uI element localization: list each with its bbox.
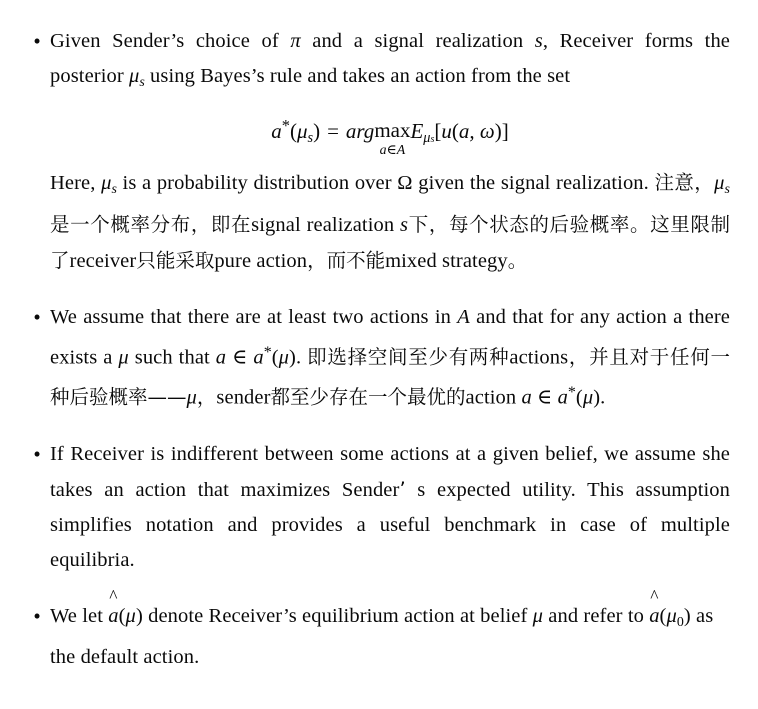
seg-text: such that — [128, 346, 216, 369]
symbol-mu-subscript: s — [139, 74, 145, 90]
symbol-star: * — [263, 343, 272, 361]
eq-max-limit-stack — [374, 120, 410, 158]
eq-lhs-arg-var: μ — [296, 118, 308, 143]
seg-text: ( — [575, 387, 583, 410]
symbol-s: s — [534, 30, 543, 52]
seg-text: given the signal realization. — [412, 171, 655, 194]
symbol-mu: μ — [118, 346, 129, 369]
symbol-right-quote: ’ — [399, 478, 406, 502]
bullet-spacer — [28, 578, 730, 599]
symbol-a: a — [215, 346, 227, 369]
equation-optimal-action — [50, 100, 730, 165]
symbol-mu: μ — [125, 605, 136, 628]
eq-relation: = — [327, 118, 339, 143]
seg-text: signal realization — [251, 213, 401, 236]
seg-text: and that for any action a there exists a — [50, 305, 731, 369]
seg-cjk: 注意， — [654, 170, 715, 194]
hat-accent-icon: ^ — [650, 586, 659, 607]
symbol-a: a — [108, 605, 119, 628]
paragraph-indifferent-tiebreak — [50, 437, 730, 578]
seg-text: ∈ — [226, 346, 254, 369]
symbol-a-hat — [649, 586, 660, 634]
paragraph-here-mu-s — [50, 165, 730, 279]
eq-utility-args: a, ω — [458, 118, 495, 143]
bullet-list — [28, 24, 730, 675]
bullet-spacer — [28, 416, 730, 437]
seg-text: If Receiver is indifferent between some actions at a given belief, we assume she takes an action that maximizes Sender — [50, 443, 730, 502]
symbol-mu: μ — [278, 346, 290, 369]
seg-text: ∈ — [531, 387, 558, 410]
seg-cjk: 。 — [507, 248, 528, 272]
symbol-s: s — [400, 213, 409, 236]
list-item-two-actions-assumption — [28, 300, 730, 416]
eq-lhs-arg-subscript: s — [307, 129, 314, 146]
seg-cjk: ，并且对于任何一种后验概率—— — [50, 345, 730, 410]
symbol-a: a — [521, 387, 532, 410]
seg-text: ( — [118, 605, 126, 628]
bullet-marker-icon: • — [33, 29, 41, 53]
seg-text: is a probability distribution over — [116, 171, 398, 194]
symbol-a: a — [649, 605, 660, 628]
seg-text: Given Sender’s choice of — [50, 30, 291, 52]
eq-expectation-symbol: E — [410, 118, 424, 143]
eq-expectation-sub-var: μ — [423, 129, 431, 146]
eq-expectation-sub-subscript: s — [430, 133, 435, 145]
seg-text: using Bayes’s rule and takes an action from the set — [144, 65, 571, 87]
eq-util-paren-open: ( — [451, 118, 459, 143]
eq-paren-open: ( — [289, 118, 297, 143]
seg-text: pure action — [214, 249, 308, 272]
seg-text: ) denote Receiver’s equilibrium action at belief — [135, 605, 533, 628]
seg-text: ( — [271, 346, 279, 369]
symbol-a: a — [557, 387, 568, 410]
paragraph-default-action — [50, 586, 730, 675]
seg-cjk: 是一个概率分布，即在 — [50, 212, 252, 236]
seg-cjk: ，而不能 — [307, 248, 386, 272]
bullet-marker-icon: • — [33, 604, 41, 629]
symbol-A: A — [457, 305, 470, 328]
symbol-mu: μ — [101, 171, 112, 194]
list-item-indifference-tiebreak — [28, 437, 730, 578]
eq-lhs-superscript: * — [281, 115, 290, 135]
eq-bracket-open: [ — [434, 118, 442, 143]
symbol-pi: π — [290, 30, 301, 52]
seg-text: s expected utility. This assumption simplifies notation and provides a useful benchmark in case of multiple equilibria. — [50, 479, 730, 572]
bullet-marker-icon: • — [33, 304, 41, 329]
symbol-mu: μ — [532, 605, 544, 628]
list-item-default-action — [28, 586, 730, 675]
eq-arg-operator: arg — [345, 118, 375, 143]
symbol-mu: μ — [714, 171, 725, 194]
seg-text: and refer to — [543, 605, 650, 628]
seg-text: We let — [50, 605, 109, 628]
seg-text: and a signal realization — [300, 30, 535, 52]
seg-text: , Receiver forms the posterior — [50, 30, 730, 87]
eq-paren-close: ) — [313, 118, 321, 143]
symbol-mu-zero-subscript: 0 — [676, 615, 684, 631]
seg-text: We assume that there are at least two actions in — [50, 305, 458, 328]
paragraph-given-sender — [50, 24, 730, 100]
seg-cjk: 下，每个状态的后验概率。这里限制了 — [50, 212, 730, 272]
seg-text: ) as the default action. — [50, 605, 714, 669]
symbol-mu: μ — [666, 605, 677, 628]
seg-text: ). — [593, 387, 606, 410]
symbol-mu: μ — [186, 387, 197, 410]
seg-cjk: ， — [196, 386, 217, 410]
list-item-sender-choice — [28, 24, 730, 279]
seg-text: ). — [289, 346, 308, 369]
seg-cjk: 都至少存在一个最优的 — [270, 386, 466, 410]
equation-body — [271, 114, 509, 158]
symbol-star: * — [567, 384, 576, 402]
symbol-omega-capital: Ω — [397, 171, 413, 194]
eq-utility-symbol: u — [441, 118, 452, 143]
bullet-marker-icon: • — [33, 442, 41, 467]
symbol-mu-subscript: s — [111, 181, 117, 197]
paragraph-we-assume-two-actions — [50, 300, 730, 416]
seg-text: sender — [216, 387, 271, 410]
eq-max-subscript: a∈A — [379, 142, 406, 158]
eq-max-operator: max — [374, 118, 411, 143]
symbol-mu: μ — [582, 387, 594, 410]
symbol-a-hat — [108, 586, 119, 634]
seg-text: action — [465, 387, 522, 410]
bullet-spacer — [28, 279, 730, 300]
seg-text: actions — [509, 346, 569, 369]
seg-cjk: 只能采取 — [136, 248, 215, 272]
seg-text: ( — [659, 605, 667, 628]
seg-text: Here, — [50, 171, 102, 194]
eq-lhs-var: a — [271, 118, 282, 143]
seg-text: receiver — [69, 249, 137, 272]
symbol-mu-subscript: s — [724, 181, 730, 197]
hat-accent-icon: ^ — [109, 586, 118, 607]
symbol-mu: μ — [129, 65, 140, 87]
eq-util-paren-close: ) — [494, 118, 502, 143]
seg-text: mixed strategy — [385, 249, 508, 272]
eq-bracket-close: ] — [501, 118, 509, 143]
symbol-a: a — [253, 346, 264, 369]
seg-cjk: 即选择空间至少有两种 — [307, 345, 510, 369]
